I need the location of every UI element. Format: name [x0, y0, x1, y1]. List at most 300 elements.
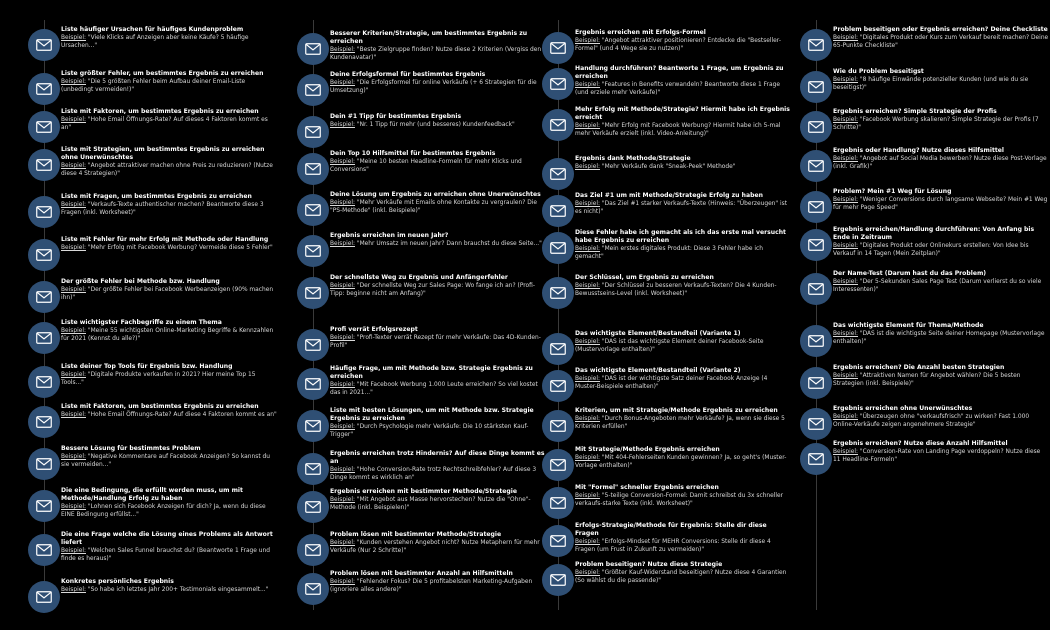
example-label: Beispiel:: [330, 540, 355, 546]
timeline-item-text: [61, 487, 277, 519]
example-text: "Beste Zielgruppe finden? Nutze diese 2 Kriterien (Vergiss den Kundenavatar)": [330, 47, 542, 61]
item-example: [833, 116, 1049, 132]
envelope-icon: [800, 150, 832, 182]
timeline-item-text: [833, 322, 1049, 346]
envelope-icon: [297, 33, 329, 65]
timeline-item-text: [833, 440, 1049, 464]
example-label: Beispiel:: [330, 47, 355, 53]
item-example: [833, 76, 1049, 92]
example-text: "5-teilige Conversion-Formel: Damit schreibst du 3x schneller verkaufs-starke Texte (inkl. Worksheet)": [575, 493, 784, 507]
item-example: [833, 34, 1049, 50]
envelope-icon: [297, 153, 329, 185]
timeline-item-text: [575, 29, 791, 53]
item-example: [61, 547, 277, 563]
example-label: Beispiel:: [833, 414, 858, 420]
timeline-item-text: [575, 229, 791, 261]
timeline-item-text: [61, 26, 277, 50]
envelope-icon: [800, 273, 832, 305]
item-title: Liste häufiger Ursachen für häufiges Kundenproblem: [61, 26, 244, 33]
timeline-item: [297, 365, 559, 405]
example-label: Beispiel:: [575, 82, 600, 88]
example-text: "Mehr Verkäufe mit Emails ohne Kontakte zu vergraulen? Die "PS-Methode" (inkl. Beispiele)": [330, 200, 538, 214]
item-example: [833, 372, 1049, 388]
envelope-icon: [542, 195, 574, 227]
timeline-item: [800, 440, 1050, 480]
example-label: Beispiel:: [833, 449, 858, 455]
item-example: [61, 453, 277, 469]
item-example: [575, 538, 791, 554]
envelope-icon: [28, 322, 60, 354]
timeline-column: [28, 0, 290, 630]
timeline-item: [28, 26, 290, 66]
example-text: "Der 5-Sekunden Sales Page Test (Darum verlierst du so viele Interessenten)": [833, 279, 1042, 293]
envelope-icon: [297, 116, 329, 148]
timeline-item: [28, 319, 290, 359]
item-example: [330, 466, 546, 482]
timeline-item-text: [330, 150, 546, 174]
item-title: Ergebnis erreichen ohne Unerwünschtes: [833, 405, 973, 412]
example-text: "Der Schlüssel zu besseren Verkaufs-Texten? Die 4 Kunden-Bewusstseins-Level (inkl. Worksheet)": [575, 283, 777, 297]
timeline-item: [542, 446, 804, 486]
timeline-item-text: [330, 531, 546, 555]
example-text: "Der größte Fehler bei Facebook Werbeanzeigen (90% machen ihn)": [61, 287, 274, 301]
item-example: [575, 200, 791, 216]
item-example: [575, 282, 791, 298]
envelope-icon: [28, 29, 60, 61]
example-label: Beispiel:: [575, 376, 600, 382]
item-example: [330, 79, 546, 95]
item-example: [61, 503, 277, 519]
envelope-icon: [28, 239, 60, 271]
timeline-item: [542, 367, 804, 407]
timeline-item: [28, 578, 290, 618]
timeline-item-text: [575, 106, 791, 138]
item-example: [61, 411, 277, 419]
timeline-item: [542, 65, 804, 105]
item-title: Ergebnis erreichen mit Erfolgs-Formel: [575, 29, 706, 36]
timeline-item-text: [330, 450, 546, 482]
example-text: "Mehr Umsatz im neuen Jahr? Dann brauchst du diese Seite...": [356, 241, 542, 247]
envelope-icon: [800, 408, 832, 440]
envelope-icon: [297, 491, 329, 523]
example-text: "Die 5 größten Fehler beim Aufbau deiner Email-Liste (unbedingt vermeiden!)": [61, 79, 246, 93]
example-label: Beispiel:: [330, 159, 355, 165]
envelope-icon: [800, 111, 832, 143]
timeline-column: [542, 0, 804, 630]
envelope-icon: [28, 111, 60, 143]
item-title: Häufige Frage, um mit Methode bzw. Strategie Ergebnis zu erreichen: [330, 365, 533, 380]
example-text: "Mit Angebot aus Masse hervorstechen? Nutze die "Ohne"-Methode (inkl. Beispielen)": [330, 497, 531, 511]
item-example: [61, 162, 277, 178]
timeline-item: [542, 407, 804, 447]
item-example: [61, 34, 277, 50]
example-label: Beispiel:: [833, 279, 858, 285]
item-title: Das wichtigste Element für Thema/Methode: [833, 322, 984, 329]
item-title: Mit "Formel" schneller Ergebnis erreichen: [575, 484, 719, 491]
item-example: [575, 375, 791, 391]
timeline-item-text: [833, 270, 1049, 294]
timeline-item-text: [330, 113, 546, 129]
example-label: Beispiel:: [833, 197, 858, 203]
example-text: "Angebot auf Social Media bewerben? Nutze diese Post-Vorlage (inkl. Grafik)": [833, 156, 1047, 170]
example-label: Beispiel:: [575, 455, 600, 461]
timeline-item-text: [575, 65, 791, 97]
example-text: "8 häufige Einwände potenzieller Kunden (und wie du sie beseitigst)": [833, 77, 1029, 91]
item-example: [330, 578, 546, 594]
item-title: Liste wichtigster Fachbegriffe zu einem Thema: [61, 319, 222, 326]
item-example: [330, 334, 546, 350]
envelope-icon: [800, 325, 832, 357]
item-title: Liste mit besten Lösungen, um mit Methode bzw. Strategie Ergebnis zu erreichen: [330, 407, 534, 422]
item-title: Bessere Lösung für bestimmtes Problem: [61, 445, 201, 452]
timeline-item: [28, 445, 290, 485]
envelope-icon: [800, 443, 832, 475]
item-title: Ergebnis erreichen trotz Hindernis? Auf diese Dinge kommt es an: [330, 450, 545, 465]
example-text: "Hohe Email Öffnungs-Rate? Auf diese 4 Faktoren kommt es an": [87, 412, 277, 418]
example-label: Beispiel:: [61, 117, 86, 123]
item-title: Ergebnis erreichen? Die Anzahl besten Strategien: [833, 364, 1005, 371]
envelope-icon: [28, 581, 60, 613]
example-text: "Mehr Verkäufe dank "Sneak-Peek" Methode": [601, 164, 736, 170]
example-text: "Attraktiven Namen für Angebot wählen? Die 5 besten Strategien (inkl. Beispiele)": [833, 373, 1021, 387]
item-example: [575, 338, 791, 354]
example-text: "Meine 10 besten Headline-Formeln für mehr Klicks und Conversions": [330, 159, 522, 173]
example-label: Beispiel:: [61, 504, 86, 510]
timeline-item: [297, 191, 559, 231]
envelope-icon: [542, 277, 574, 309]
timeline-item-text: [575, 407, 791, 431]
example-label: Beispiel:: [330, 241, 355, 247]
envelope-icon: [28, 196, 60, 228]
timeline-item: [297, 113, 559, 153]
example-label: Beispiel:: [833, 77, 858, 83]
item-example: [330, 199, 546, 215]
example-label: Beispiel:: [833, 373, 858, 379]
item-example: [330, 121, 546, 129]
example-text: "Profi-Texter verrät Rezept für mehr Verkäufe: Das 4D-Kunden-Profil": [330, 335, 541, 349]
example-label: Beispiel:: [61, 35, 86, 41]
example-label: Beispiel:: [575, 164, 600, 170]
envelope-icon: [28, 73, 60, 105]
item-example: [575, 81, 791, 97]
item-title: Problem? Mein #1 Weg für Lösung: [833, 188, 952, 195]
example-text: "Der schnellste Weg zur Sales Page: Wo fange ich an? (Profi-Tipp: beginne nicht am Anfang)": [330, 283, 535, 297]
example-text: "Hohe Email Öffnungs-Rate? Auf dieses 4 Faktoren kommt es an": [61, 117, 268, 131]
timeline-item-text: [330, 488, 546, 512]
timeline-item-text: [330, 191, 546, 215]
item-example: [61, 371, 277, 387]
item-title: Liste mit Fehler für mehr Erfolg mit Methode oder Handlung: [61, 236, 269, 243]
timeline-item: [28, 193, 290, 233]
envelope-icon: [542, 232, 574, 264]
timeline-item: [297, 326, 559, 366]
item-title: Erfolgs-Strategie/Methode für Ergebnis: Stelle dir diese Fragen: [575, 522, 767, 537]
timeline-item: [297, 488, 559, 528]
item-example: [61, 244, 277, 252]
item-example: [61, 116, 277, 132]
example-text: "Lohnen sich Facebook Anzeigen für dich? Ja, wenn du diese EINE Bedingung erfüllst...": [61, 504, 266, 518]
envelope-icon: [542, 68, 574, 100]
envelope-icon: [542, 564, 574, 596]
example-text: "Mit Facebook Werbung 1.000 Leute erreichen? So viel kostet das in 2021...": [330, 382, 538, 396]
example-label: Beispiel:: [575, 493, 600, 499]
example-text: "Durch Bonus-Angeboten mehr Verkäufe? Ja, wenn sie diese 5 Kriterien erfüllen": [575, 416, 785, 430]
timeline-column: [297, 0, 559, 630]
timeline-item-text: [575, 155, 791, 171]
example-text: "So habe ich letztes Jahr 200+ Testimonials eingesammelt...": [87, 587, 269, 593]
item-title: Mehr Erfolg mit Methode/Strategie? Hiermit habe ich Ergebnis erreicht: [575, 106, 790, 121]
timeline-item-text: [833, 147, 1049, 171]
timeline-item: [28, 403, 290, 443]
example-label: Beispiel:: [330, 200, 355, 206]
item-title: Der Schlüssel, um Ergebnis zu erreichen: [575, 274, 714, 281]
example-label: Beispiel:: [61, 454, 86, 460]
timeline-item-text: [61, 70, 277, 94]
example-text: "Digitales Produkt oder Onlinekurs erstellen: Von Idee bis Verkauf in 14 Tagen (Mein Zeitplan)": [833, 243, 1029, 257]
item-example: [833, 196, 1049, 212]
timeline-item-text: [575, 274, 791, 298]
example-text: "Mein erstes digitales Produkt: Diese 3 Fehler habe ich gemacht": [575, 246, 763, 260]
envelope-icon: [297, 534, 329, 566]
envelope-icon: [297, 277, 329, 309]
timeline-item: [542, 229, 804, 269]
timeline-item-text: [61, 445, 277, 469]
envelope-icon: [542, 32, 574, 64]
example-text: "Viele Klicks auf Anzeigen aber keine Käufe? 5 häufige Ursachen...": [61, 35, 249, 49]
envelope-icon: [28, 406, 60, 438]
example-text: "Welchen Sales Funnel brauchst du? (Beantworte 1 Frage und finde es heraus)": [61, 548, 270, 562]
timeline-item: [542, 561, 804, 601]
item-title: Der größte Fehler bei Methode bzw. Handlung: [61, 278, 220, 285]
example-label: Beispiel:: [330, 122, 355, 128]
timeline-item: [542, 274, 804, 314]
timeline-item: [800, 226, 1050, 266]
item-title: Besserer Kriterien/Strategie, um bestimmtes Ergebnis zu erreichen: [330, 30, 528, 45]
item-example: [575, 122, 791, 138]
timeline-item: [542, 106, 804, 146]
envelope-icon: [542, 449, 574, 481]
example-label: Beispiel:: [330, 335, 355, 341]
item-example: [833, 155, 1049, 171]
item-example: [330, 158, 546, 174]
example-text: "Facebook Werbung skalieren? Simple Strategie der Profis (7 Schritte)": [833, 117, 1039, 131]
example-text: "Hohe Conversion-Rate trotz Rechtschreibfehler? Auf diese 3 Dinge kommt es wirklich an": [330, 467, 537, 481]
envelope-icon: [297, 194, 329, 226]
item-title: Problem lösen mit bestimmter Methode/Strategie: [330, 531, 502, 538]
timeline-item-text: [61, 108, 277, 132]
timeline-item: [28, 363, 290, 403]
timeline-item-text: [330, 570, 546, 594]
example-label: Beispiel:: [330, 497, 355, 503]
item-example: [833, 330, 1049, 346]
timeline-item-text: [330, 326, 546, 350]
timeline-item-text: [61, 319, 277, 343]
timeline-item-text: [575, 367, 791, 391]
example-label: Beispiel:: [330, 424, 355, 430]
example-label: Beispiel:: [575, 201, 600, 207]
timeline-item: [542, 29, 804, 69]
envelope-icon: [297, 235, 329, 267]
item-example: [61, 201, 277, 217]
envelope-icon: [800, 191, 832, 223]
timeline-item: [297, 30, 559, 70]
item-example: [575, 37, 791, 53]
envelope-icon: [800, 229, 832, 261]
item-title: Liste mit Fragen, um bestimmtes Ergebnis zu erreichen: [61, 193, 252, 200]
item-title: Die eine Bedingung, die erfüllt werden muss, um mit Methode/Handlung Erfolg zu haben: [61, 487, 243, 502]
timeline-item-text: [575, 522, 791, 554]
item-title: Handlung durchführen? Beantworte 1 Frage, um Ergebnis zu erreichen: [575, 65, 784, 80]
timeline-item: [800, 147, 1050, 187]
example-label: Beispiel:: [330, 283, 355, 289]
item-title: Problem beseitigen oder Ergebnis erreichen? Deine Checkliste: [833, 26, 1048, 33]
item-example: [575, 454, 791, 470]
timeline-item-text: [330, 30, 546, 62]
example-label: Beispiel:: [61, 245, 86, 251]
envelope-icon: [800, 71, 832, 103]
timeline-item-text: [575, 192, 791, 216]
item-example: [330, 423, 546, 439]
item-example: [61, 286, 277, 302]
example-label: Beispiel:: [833, 117, 858, 123]
envelope-icon: [542, 487, 574, 519]
example-text: "Digitales Produkt oder Kurs zum Verkauf bereit machen? Deine 65-Punkte Checkliste": [833, 35, 1049, 49]
item-title: Die eine Frage welche die Lösung eines Problems als Antwort liefert: [61, 531, 273, 546]
item-title: Das wichtigste Element/Bestandteil (Variante 2): [575, 367, 741, 374]
item-title: Liste größter Fehler, um bestimmtes Ergebnis zu erreichen: [61, 70, 264, 77]
example-text: "DAS ist das wichtigste Element deiner Facebook-Seite (Mustervorlage enthalten)": [575, 339, 764, 353]
item-title: Das Ziel #1 um mit Methode/Strategie Erfolg zu haben: [575, 192, 763, 199]
timeline-item-text: [330, 274, 546, 298]
item-title: Ergebnis dank Methode/Strategie: [575, 155, 691, 162]
example-label: Beispiel:: [61, 328, 86, 334]
item-title: Das wichtigste Element/Bestandteil (Variante 1): [575, 330, 741, 337]
example-text: "Angebot attraktiver positionieren? Entdecke die "Bestseller-Formel" (und 4 Wege sie zu nutzen)": [575, 38, 781, 52]
envelope-icon: [28, 281, 60, 313]
item-example: [61, 586, 277, 594]
item-title: Ergebnis erreichen? Simple Strategie der Profis: [833, 108, 997, 115]
timeline-item-text: [833, 188, 1049, 212]
envelope-icon: [297, 329, 329, 361]
item-example: [575, 415, 791, 431]
item-title: Deine Erfolgsformel für bestimmtes Ergebnis: [330, 71, 486, 78]
item-title: Konkretes persönliches Ergebnis: [61, 578, 174, 585]
timeline-item-text: [575, 484, 791, 508]
timeline-item-text: [833, 364, 1049, 388]
example-label: Beispiel:: [61, 202, 86, 208]
item-title: Ergebnis erreichen/Handlung durchführen: Von Anfang bis Ende in Zeitraum: [833, 226, 1035, 241]
timeline-item-text: [61, 236, 277, 252]
item-title: Ergebnis erreichen? Nutze diese Anzahl Hilfsmittel: [833, 440, 1008, 447]
item-title: Der Name-Test (Darum hast du das Problem): [833, 270, 987, 277]
item-example: [330, 240, 546, 248]
example-text: "Mit 404-Fehlerseiten Kunden gewinnen? Ja, so geht's (Muster-Vorlage enthalten)": [575, 455, 787, 469]
example-text: "Features in Benefits verwandeln? Beantworte diese 1 Frage (und erziele mehr Verkäufe)": [575, 82, 780, 96]
timeline-item-text: [575, 561, 791, 585]
envelope-icon: [542, 410, 574, 442]
envelope-icon: [542, 333, 574, 365]
envelope-icon: [297, 453, 329, 485]
timeline-item: [297, 570, 559, 610]
example-label: Beispiel:: [61, 548, 86, 554]
example-label: Beispiel:: [833, 331, 858, 337]
timeline-item: [542, 192, 804, 232]
timeline-item-text: [330, 407, 546, 439]
example-label: Beispiel:: [61, 587, 86, 593]
example-label: Beispiel:: [833, 156, 858, 162]
timeline-item: [542, 155, 804, 195]
item-title: Liste mit Strategien, um bestimmtes Ergebnis zu erreichen ohne Unerwünschtes: [61, 146, 265, 161]
item-example: [575, 569, 791, 585]
timeline-item: [297, 150, 559, 190]
example-label: Beispiel:: [575, 38, 600, 44]
timeline-item: [297, 71, 559, 111]
example-text: "Das Ziel #1 starker Verkaufs-Texte (Hinweis: "Überzeugen" ist es nicht)": [575, 201, 788, 215]
item-example: [330, 381, 546, 397]
item-example: [330, 539, 546, 555]
item-example: [575, 163, 791, 171]
envelope-icon: [542, 370, 574, 402]
timeline-item-text: [61, 146, 277, 178]
item-title: Ergebnis erreichen im neuen Jahr?: [330, 232, 449, 239]
envelope-icon: [28, 448, 60, 480]
example-label: Beispiel:: [833, 243, 858, 249]
example-text: "Durch Psychologie mehr Verkäufe: Die 10 stärksten Kauf-Trigger": [330, 424, 529, 438]
envelope-icon: [542, 158, 574, 190]
item-title: Problem beseitigen? Nutze diese Strategie: [575, 561, 723, 568]
example-text: "Meine 55 wichtigsten Online-Marketing Begriffe & Kennzahlen für 2021 (Kennst du alle?)": [61, 328, 274, 342]
timeline-item: [28, 236, 290, 276]
example-text: "Erfolgs-Mindset für MEHR Conversions: Stelle dir diese 4 Fragen (um Frust in Zukunft zu vermeiden)": [575, 539, 771, 553]
example-text: "Angebot attraktiver machen ohne Preis zu reduzieren? (Nutze diese 4 Strategien)": [61, 163, 273, 177]
timeline-item-text: [833, 108, 1049, 132]
timeline-item: [800, 405, 1050, 445]
timeline-item: [28, 278, 290, 318]
example-label: Beispiel:: [330, 382, 355, 388]
example-text: "Digitale Produkte verkaufen in 2021? Hier meine Top 15 Tools...": [61, 372, 256, 386]
timeline-item-text: [61, 403, 277, 419]
item-example: [575, 245, 791, 261]
item-title: Liste mit Faktoren, um bestimmtes Ergebnis zu erreichen: [61, 108, 259, 115]
example-text: "Fehlender Fokus? Die 5 profitabelsten Marketing-Aufgaben (ignoriere alles andere)": [330, 579, 533, 593]
timeline-item: [800, 322, 1050, 362]
timeline-item: [297, 274, 559, 314]
item-example: [330, 46, 546, 62]
example-label: Beispiel:: [575, 416, 600, 422]
item-title: Der schnellste Weg zu Ergebnis und Anfängerfehler: [330, 274, 508, 281]
timeline-item: [28, 531, 290, 571]
envelope-icon: [297, 74, 329, 106]
item-example: [61, 78, 277, 94]
example-text: "Mehr Erfolg mit Facebook Werbung? Hiermit habe ich 5-mal mehr Verkäufe erzielt (inkl. Video-Anleitung)": [575, 123, 781, 137]
example-label: Beispiel:: [833, 35, 858, 41]
example-text: "Weniger Conversions durch langsame Webseite? Mein #1 Weg für mehr Page Speed": [833, 197, 1048, 211]
envelope-icon: [800, 29, 832, 61]
timeline-item: [800, 270, 1050, 310]
timeline-item: [297, 450, 559, 490]
timeline-item: [542, 522, 804, 562]
timeline-item: [542, 330, 804, 370]
envelope-icon: [28, 534, 60, 566]
item-title: Liste deiner Top Tools für Ergebnis bzw. Handlung: [61, 363, 233, 370]
timeline-item-text: [330, 71, 546, 95]
item-example: [833, 242, 1049, 258]
example-label: Beispiel:: [61, 287, 86, 293]
timeline-item-text: [330, 365, 546, 397]
timeline-item: [297, 407, 559, 447]
example-label: Beispiel:: [575, 539, 600, 545]
example-label: Beispiel:: [330, 80, 355, 86]
